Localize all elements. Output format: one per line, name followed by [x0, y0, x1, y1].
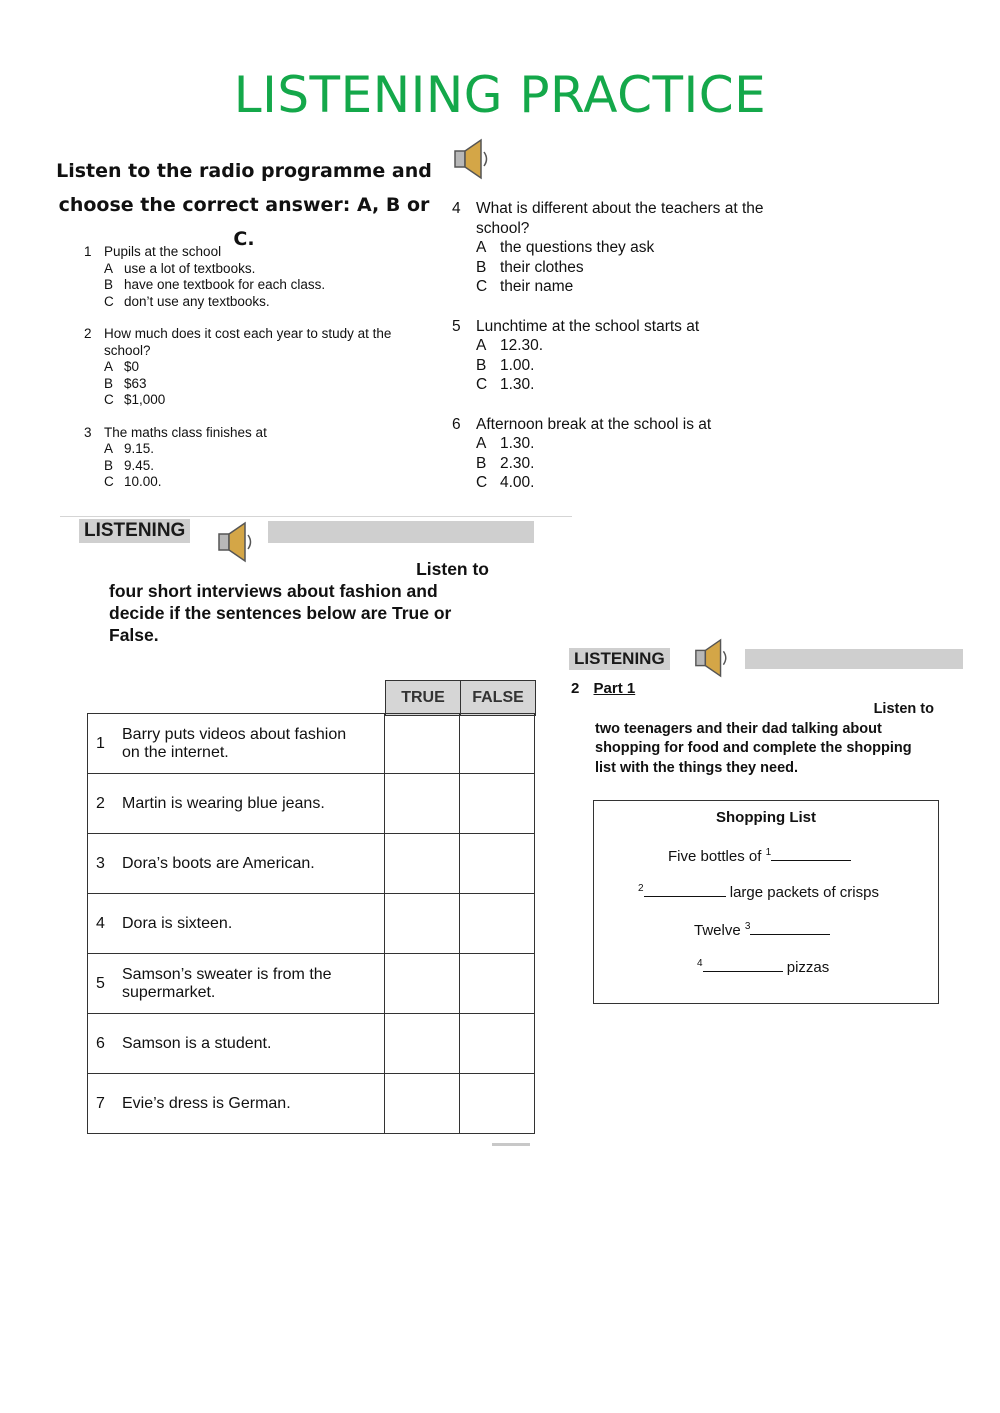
statement-line: Samson’s sweater is from the: [122, 965, 332, 983]
question-line: [84, 425, 429, 442]
true-answer-cell[interactable]: [385, 1074, 460, 1134]
option-text: 9.45.: [124, 457, 155, 473]
statement-number: 7: [96, 1094, 105, 1112]
speaker-icon[interactable]: [693, 636, 731, 680]
option-letter: A: [476, 435, 487, 452]
question-number: 5: [452, 317, 461, 335]
table-row: [88, 834, 535, 894]
false-answer-cell[interactable]: [460, 1074, 535, 1134]
true-answer-cell[interactable]: [385, 834, 460, 894]
option-letter: B: [104, 375, 114, 391]
true-header: TRUE: [386, 681, 461, 716]
question: [84, 244, 429, 310]
answer-blank[interactable]: [750, 934, 830, 935]
option-letter: C: [476, 474, 488, 491]
answer-option[interactable]: [84, 441, 429, 458]
option-text: 2.30.: [500, 454, 535, 472]
statement-number: 1: [96, 734, 105, 752]
option-text: the questions they ask: [500, 239, 655, 256]
question-number: 6: [452, 415, 461, 433]
option-text: have one textbook for each class.: [124, 277, 326, 292]
statement: [88, 726, 384, 762]
statement-line: Dora is sixteen.: [122, 914, 233, 932]
decorative-mark: [492, 1143, 530, 1146]
option-letter: B: [104, 457, 114, 473]
answer-option[interactable]: [84, 474, 429, 491]
statement-text: [122, 915, 232, 933]
option-text: $63: [124, 375, 147, 391]
option-letter: B: [476, 356, 487, 374]
instruction-line: Listen to the radio programme and: [56, 160, 432, 182]
statement-number: 4: [96, 914, 105, 932]
false-answer-cell[interactable]: [460, 1014, 535, 1074]
option-letter: A: [104, 260, 114, 276]
statement-line: on the internet.: [122, 743, 229, 761]
table-row: [88, 1014, 535, 1074]
question-list-left: [84, 244, 429, 507]
question: [452, 199, 802, 297]
answer-option[interactable]: [84, 392, 429, 409]
answer-option[interactable]: [84, 376, 429, 393]
option-text: their clothes: [500, 258, 584, 276]
instruction-line: False.: [109, 625, 159, 645]
option-text: use a lot of textbooks.: [124, 260, 256, 276]
item-number: 3: [744, 921, 751, 932]
statement-number: 5: [96, 974, 105, 992]
statement-number: 3: [96, 854, 105, 872]
question: [452, 415, 802, 493]
question-number: 1: [84, 244, 92, 259]
option-text: 1.00.: [500, 356, 535, 374]
section2-label: LISTENING: [79, 519, 190, 543]
statement-line: supermarket.: [122, 983, 216, 1001]
question-line: [452, 415, 802, 435]
table-row: [88, 714, 535, 774]
option-letter: B: [476, 454, 487, 472]
table-row: [88, 774, 535, 834]
question-text: The maths class finishes at: [104, 424, 267, 440]
statement-text: [122, 1095, 291, 1113]
statement-text: [122, 1035, 271, 1053]
statement-cell: [88, 1074, 385, 1134]
answer-option[interactable]: [84, 458, 429, 475]
option-letter: A: [104, 441, 114, 456]
shopping-item-3: [694, 921, 830, 939]
instruction-line: Listen to: [873, 701, 934, 717]
question-line: [84, 343, 429, 360]
speaker-icon[interactable]: [452, 136, 492, 182]
question-text: school?: [104, 342, 151, 358]
part-heading: [571, 680, 635, 697]
answer-option[interactable]: [452, 473, 802, 493]
false-answer-cell[interactable]: [460, 894, 535, 954]
table-row: [88, 894, 535, 954]
option-text: $1,000: [124, 392, 166, 407]
option-text: 1.30.: [500, 435, 535, 452]
option-letter: A: [476, 337, 487, 354]
divider: [60, 516, 572, 517]
shopping-list-title: Shopping List: [716, 809, 816, 826]
true-false-body: [87, 713, 535, 1134]
section2-instruction: [109, 558, 489, 646]
statement-line: Samson is a student.: [122, 1034, 272, 1052]
answer-option[interactable]: [84, 277, 429, 294]
question-number: 4: [452, 200, 461, 217]
statement-line: Barry puts videos about fashion: [122, 725, 347, 743]
statement-text: [122, 726, 346, 762]
statement: [88, 1035, 384, 1053]
question-number: 3: [84, 424, 92, 440]
question-number: [84, 343, 104, 360]
option-text: 12.30.: [500, 337, 544, 354]
option-letter: C: [104, 474, 114, 489]
question-text: How much does it cost each year to study at the: [104, 326, 392, 341]
option-text: 4.00.: [500, 474, 535, 491]
item-number: 4: [697, 958, 703, 969]
header-bar: [745, 649, 963, 669]
true-answer-cell[interactable]: [385, 1014, 460, 1074]
answer-option[interactable]: [84, 261, 429, 278]
statement-text: [122, 966, 332, 1002]
option-text: 10.00.: [124, 474, 162, 489]
item-text: large packets of crisps: [729, 884, 879, 901]
question: [452, 317, 802, 395]
statement-cell: [88, 954, 385, 1014]
question-line: [452, 199, 802, 219]
answer-blank[interactable]: [703, 971, 783, 972]
section1-instruction: [50, 154, 438, 256]
statement: [88, 966, 384, 1002]
option-text: their name: [500, 278, 574, 295]
question-number: 2: [84, 326, 92, 341]
option-letter: B: [476, 258, 487, 276]
true-answer-cell[interactable]: [385, 894, 460, 954]
answer-option[interactable]: [84, 294, 429, 311]
false-answer-cell[interactable]: [460, 714, 535, 774]
question-line: [452, 219, 802, 239]
shopping-item-2: [638, 883, 879, 901]
shopping-item-4: [697, 958, 829, 976]
question-text: Lunchtime at the school starts at: [476, 317, 700, 335]
option-letter: C: [104, 392, 114, 407]
answer-option[interactable]: [452, 454, 802, 474]
header-bar: [268, 521, 534, 543]
answer-option[interactable]: [452, 238, 802, 258]
statement: [88, 795, 384, 813]
question-line: [84, 244, 429, 261]
part-label: Part 1: [593, 680, 636, 697]
item-text: Five bottles of: [668, 848, 762, 865]
statement: [88, 1095, 384, 1113]
true-false-table: [87, 680, 536, 716]
option-text: don’t use any textbooks.: [124, 293, 270, 309]
option-text: 1.30.: [500, 376, 535, 393]
statement-line: Martin is wearing blue jeans.: [122, 794, 325, 812]
question: [84, 425, 429, 491]
answer-option[interactable]: [452, 375, 802, 395]
instruction-line: shopping for food and complete the shopping: [595, 740, 912, 756]
section3-label: LISTENING: [569, 648, 670, 670]
section3-instruction: [595, 700, 960, 778]
instruction-line: choose the correct answer: A, B or C.: [58, 194, 430, 250]
option-letter: A: [476, 239, 487, 256]
statement-cell: [88, 894, 385, 954]
instruction-line: Listen to: [416, 559, 489, 579]
answer-blank[interactable]: [771, 860, 851, 861]
question-line: [84, 326, 429, 343]
answer-option[interactable]: [452, 258, 802, 278]
option-letter: C: [104, 293, 114, 309]
shopping-item-1: [668, 847, 851, 865]
option-letter: C: [476, 278, 488, 295]
statement-number: 2: [96, 794, 105, 812]
item-number: 2: [638, 883, 644, 894]
statement: [88, 915, 384, 933]
false-answer-cell[interactable]: [460, 954, 535, 1014]
item-text: Twelve: [694, 922, 741, 939]
table-row: [88, 1074, 535, 1134]
statement-cell: [88, 774, 385, 834]
question-line: [452, 317, 802, 337]
part-number: 2: [571, 680, 580, 697]
option-text: $0: [124, 359, 140, 374]
answer-option[interactable]: [452, 356, 802, 376]
shopping-list-box: [593, 800, 939, 1004]
question: [84, 326, 429, 409]
false-header: FALSE: [461, 681, 536, 716]
statement-line: Evie’s dress is German.: [122, 1094, 291, 1112]
statement: [88, 855, 384, 873]
true-answer-cell[interactable]: [385, 954, 460, 1014]
table-row: [88, 954, 535, 1014]
answer-option[interactable]: [452, 277, 802, 297]
question-text: school?: [476, 219, 530, 237]
statement-line: Dora’s boots are American.: [122, 854, 315, 872]
question-text: What is different about the teachers at the: [476, 200, 764, 217]
question-list-right: [452, 199, 802, 513]
answer-blank[interactable]: [644, 896, 726, 897]
page-title: LISTENING PRACTICE: [233, 66, 767, 124]
answer-option[interactable]: [84, 359, 429, 376]
option-letter: B: [104, 277, 114, 292]
option-letter: A: [104, 359, 114, 374]
item-text: pizzas: [786, 959, 830, 976]
true-answer-cell[interactable]: [385, 714, 460, 774]
statement-cell: [88, 834, 385, 894]
true-answer-cell[interactable]: [385, 774, 460, 834]
instruction-line: two teenagers and their dad talking about: [595, 720, 882, 737]
option-letter: C: [476, 376, 488, 393]
instruction-line: decide if the sentences below are True or: [109, 603, 452, 623]
statement-text: [122, 795, 325, 813]
instruction-line: four short interviews about fashion and: [109, 581, 438, 601]
statement-cell: [88, 1014, 385, 1074]
false-answer-cell[interactable]: [460, 774, 535, 834]
item-number: 1: [765, 847, 772, 858]
statement-number: 6: [96, 1034, 105, 1052]
answer-option[interactable]: [452, 336, 802, 356]
answer-option[interactable]: [452, 434, 802, 454]
statement-cell: [88, 714, 385, 774]
question-number: [452, 219, 476, 239]
true-false-rows: [87, 713, 535, 1134]
instruction-line: list with the things they need.: [595, 759, 799, 776]
question-text: Pupils at the school: [104, 244, 222, 259]
false-answer-cell[interactable]: [460, 834, 535, 894]
table-header-row: [87, 681, 536, 716]
option-text: 9.15.: [124, 441, 155, 456]
statement-text: [122, 855, 315, 873]
question-text: Afternoon break at the school is at: [476, 415, 712, 433]
